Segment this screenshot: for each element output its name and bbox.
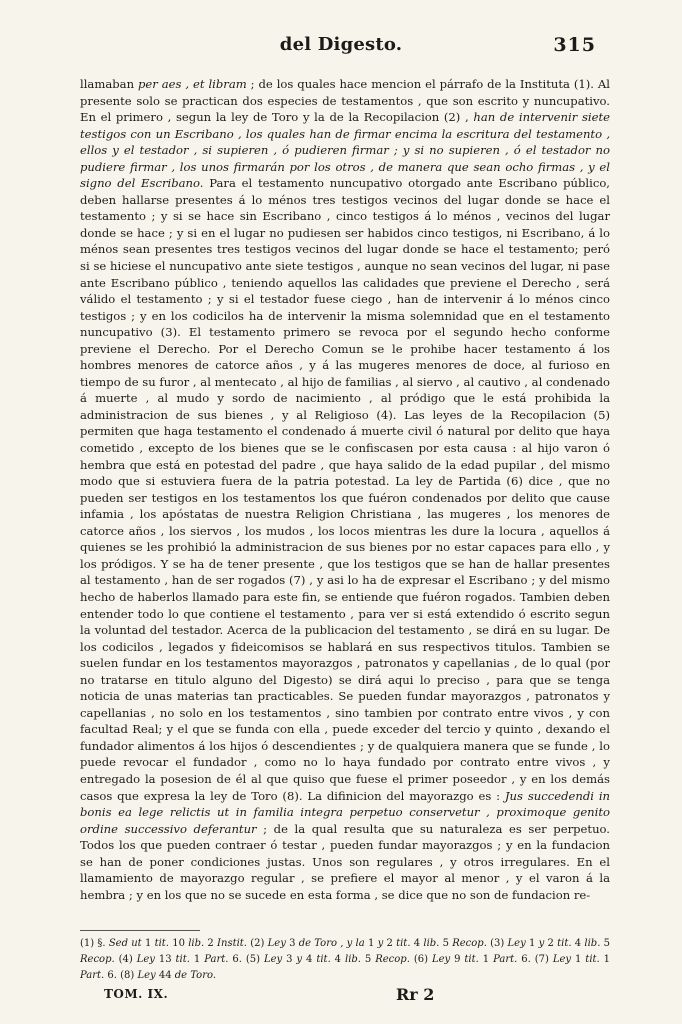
fn-italic: Recop. [375, 954, 410, 965]
fn-text: (3) [486, 938, 508, 949]
footnote-1 [80, 938, 247, 949]
fn-italic: Ley [552, 954, 572, 965]
footnote-rule [80, 930, 200, 931]
fn-text: 5 [600, 938, 610, 949]
fn-text: 9 [450, 954, 465, 965]
fn-text: 5 [439, 938, 453, 949]
fn-italic: tit. [154, 938, 169, 949]
fn-text: 3 [285, 938, 299, 949]
fn-text: 1 [525, 938, 539, 949]
fn-text: (5) [245, 954, 264, 965]
fn-text: (7) [534, 954, 553, 965]
fn-italic: tit. [396, 938, 411, 949]
fn-italic: lib. [584, 938, 601, 949]
signature-mark: Rr 2 [396, 985, 435, 1004]
fn-italic: tit. [316, 954, 331, 965]
running-title: del Digesto. [279, 34, 403, 55]
fn-italic: Sed ut [108, 938, 142, 949]
fn-text: 4 [571, 938, 585, 949]
fn-text: 1 [599, 954, 611, 965]
fn-text: (8) [120, 970, 138, 981]
fn-text: 4 [302, 954, 317, 965]
footnote-6 [410, 954, 535, 965]
fn-italic: Ley [136, 954, 155, 965]
fn-italic: Recop. [452, 938, 487, 949]
fn-italic: Part. [80, 970, 105, 981]
fn-text: 2 [544, 938, 558, 949]
main-text [80, 76, 610, 903]
fn-text: 4 [410, 938, 424, 949]
fn-text: 6. [517, 954, 535, 965]
fn-text: 1 [189, 954, 205, 965]
fn-italic: Part. [493, 954, 518, 965]
text-run: ; de la qual resulta que su naturaleza es ser perpetuo. Todos los que pueden contraer ó testar , pueden fundar mayorazgos ; y en la fundacion se han de poner condiciones justas. Unos son regulares , y otros irregulares. En el llamamiento de mayorazgo regular , se prefiere el mayor al menor , y el varon á la hembra ; y en los que no se sucede en esta forma , se dice que no son de fundacion re- [80, 821, 610, 902]
text-run: Para el testamento nuncupativo otorgado ante Escribano público, deben hallarse presentes á lo ménos tres testigos vecinos del lugar donde se hace el testamento ; y si se hace sin Escribano , cinco testigos á lo ménos , vecinos del lugar donde se hace ; y si en el lugar no pudiesen ser habidos cinco testigos, ni Escribano, á lo ménos sean presentes tres testigos vecinos del lugar donde se hace el testamento; peró si se hiciese el nuncupativo ante siete testigos , aunque no sean vecinos del lugar, ni pase ante Escribano público , teniendo aquellos las calidades que previene el Derecho , será válido el testamento ; y si el testador fuese ciego , han de intervenir á lo ménos cinco testigos ; y en los codicilos ha de intervenir la misma solemnidad que en el testamento nuncupativo (3). El testamento primero se revoca por el segundo hecho conforme previene el Derecho. Por el Derecho Comun se le prohibe hacer testamento á los hombres menores de catorce años , y á las mugeres menores de doce, al furioso en tiempo de su furor , al mentecato , al hijo de familias , al siervo , al cautivo , al condenado á muerte , al mudo y sordo de nacimiento , al pródigo que le está prohibida la administracion de sus bienes , y al Religioso (4). Las leyes de la Recopilacion (5) permiten que haga testamento el condenado á muerte civil ó natural por delito que haya cometido , excepto de los bienes que se le confiscasen por esta causa : al hijo varon ó hembra que está en potestad del padre , que haya salido de la edad pupilar , del mismo modo que si estuviera fuera de la patria potestad. La ley de Partida (6) dice , que no pueden ser testigos en los testamentos los que fuéron condenados por delito que cause infamia , los apóstatas de nuestra Religion Christiana , las mugeres , los menores de catorce años , los siervos , los mudos , los locos mientras les dure la locura , aquellos á quienes se les prohibió la administracion de sus bienes por no estar capaces para ello , y los pródigos. Y se ha de tener presente , que los testigos que se han de hallar presentes al testamento , han de ser rogados (7) , y asi lo ha de expresar el Escribano ; y del mismo hecho de haberlos llamado para este fin, se entiende que fuéron rogados. Tambien deben entender todo lo que contiene el testamento , para ver si está extendido ó escrito segun la voluntad del testador. Acerca de la publicacion del testamento , se dirá en su lugar. De los codicilos , legados y fideicomisos se hablará en sus respectivos titulos. Tambien se suelen fundar en los testamentos mayorazgos , patronatos y capellanias , de lo qual (por no tratarse en titulo alguno del Digesto) se dirá aqui lo preciso , para que se tenga noticia de unas materias tan practicables. Se pueden fundar mayorazgos , patronatos y capellanias , no solo en los testamentos , sino tambien por contrato entre vivos , y con facultad Real; y el que se funda con ella , puede exceder del tercio y quinto , dexando el fundador alimentos á los hijos ó descendientes ; y de qualquiera manera que se funde , lo puede revocar el fundador , como no lo haya fundado por contrato entre vivos , y entregado la posesion de él al que quiso que fuese el primer poseedor , y en los demás casos que expresa la ley de Toro (8). La difinicion del mayorazgo es : [80, 176, 610, 803]
fn-italic: lib. [423, 938, 440, 949]
fn-text: (4) [114, 954, 137, 965]
fn-text: 44 [155, 970, 175, 981]
footnote-5 [246, 954, 410, 965]
fn-italic: Ley [267, 938, 286, 949]
footnotes [80, 936, 610, 984]
page-header [0, 34, 682, 64]
fn-italic: Recop. [80, 954, 115, 965]
quoted-law: han de intervenir siete testigos con un Escribano , los quales han de firmar encima la escritura del testamento , ellos y el testador , si supieren , ó pudieren firmar ; y si no supieren , ó el testador no pudiere firmar , los unos firmarán por los otros , de manera que sean ocho firmas , y el signo del Escribano. [80, 110, 610, 191]
fn-text: 3 [282, 954, 297, 965]
fn-text: (1) §. [80, 938, 109, 949]
fn-italic: lib. [188, 938, 205, 949]
page-number: 315 [553, 34, 596, 56]
fn-italic: lib. [345, 954, 361, 965]
fn-text: 4 [330, 954, 345, 965]
fn-text: 2 [204, 938, 218, 949]
fn-italic: tit. [464, 954, 479, 965]
fn-text: 6. [228, 954, 246, 965]
body-paragraph [80, 76, 610, 903]
fn-italic: de Toro. [174, 970, 216, 981]
fn-text: 1 [141, 938, 155, 949]
footnote-2 [247, 938, 487, 949]
fn-text: 13 [154, 954, 176, 965]
fn-italic: y [296, 954, 303, 965]
fn-italic: Instit. [217, 938, 247, 949]
text-run: llamaban [80, 77, 138, 91]
latin-phrase: per aes , et libram [137, 77, 247, 91]
page-footer [80, 985, 610, 1009]
fn-italic: Ley [263, 954, 283, 965]
fn-text: 1 [364, 938, 378, 949]
fn-italic: Ley [507, 938, 526, 949]
footnote-8 [120, 970, 216, 981]
fn-text: 6. [104, 970, 121, 981]
fn-italic: Part. [204, 954, 229, 965]
fn-text: 5 [360, 954, 376, 965]
fn-italic: Ley [137, 970, 156, 981]
fn-italic: y [377, 938, 384, 949]
fn-italic: tit. [585, 954, 600, 965]
fn-italic: de Toro , y la [298, 938, 365, 949]
fn-italic: tit. [175, 954, 190, 965]
volume-mark: TOM. IX. [104, 987, 169, 1001]
fn-italic: tit. [557, 938, 572, 949]
fn-italic: y [538, 938, 545, 949]
fn-text: 1 [571, 954, 586, 965]
fn-text: (6) [409, 954, 432, 965]
fn-text: 2 [383, 938, 397, 949]
fn-italic: Ley [431, 954, 451, 965]
latin-definition: Jus succedendi in bonis ea lege relictis ut in familia integra perpetuo conservetur , proximoque genito ordine successivo deferantur [80, 788, 610, 836]
footnote-4 [115, 954, 246, 965]
fn-text: 10 [168, 938, 189, 949]
fn-text: (2) [246, 938, 268, 949]
fn-text: 1 [478, 954, 494, 965]
text-run: ; de los quales hace mencion el párrafo de la Instituta (1). Al presente solo se practican dos especies de testamentos , que son escrito y nuncupativo. En el primero , segun la ley de Toro y la de la Recopilacion (2) , [80, 77, 610, 125]
